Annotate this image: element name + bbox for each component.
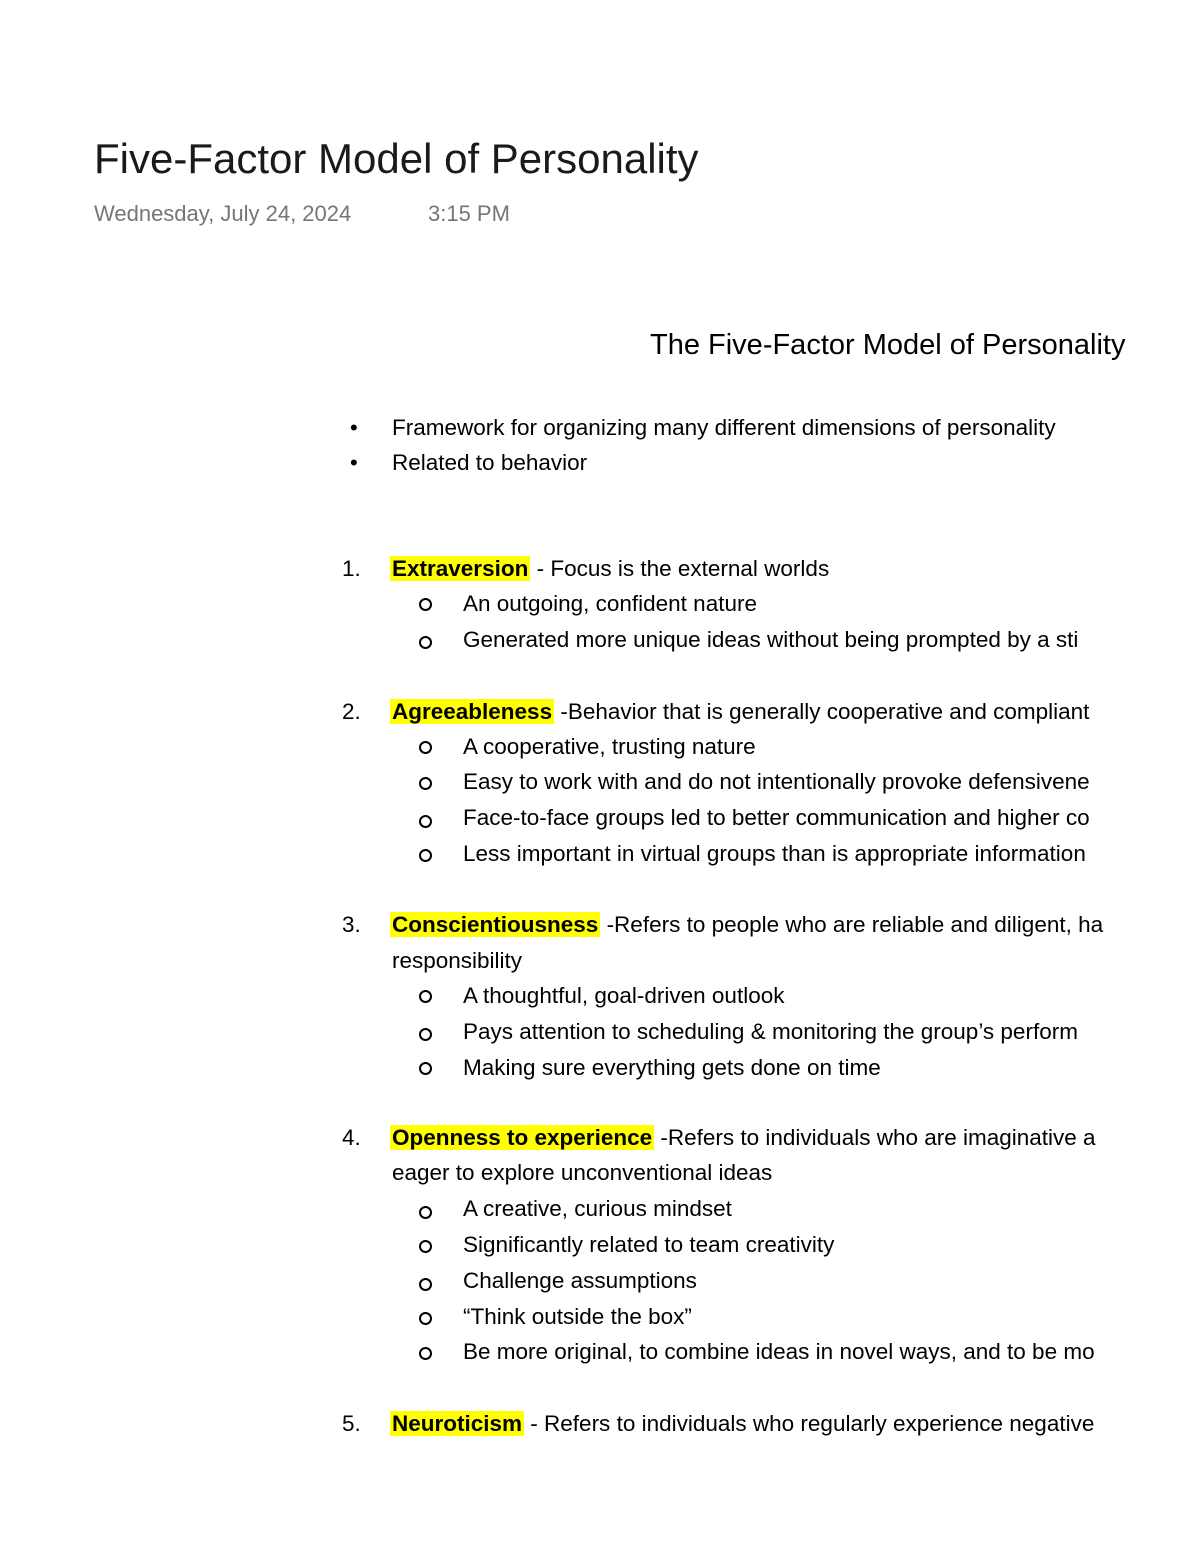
sub-item: An outgoing, confident nature: [463, 591, 757, 616]
circle-bullet-icon: [419, 777, 432, 790]
bullet-text: Related to behavior: [392, 450, 588, 475]
list-number: 1.: [342, 556, 361, 581]
factor-term: Extraversion: [392, 556, 529, 581]
page-title: Five-Factor Model of Personality: [94, 135, 699, 182]
circle-bullet-icon: [419, 1240, 432, 1253]
sub-item: Face-to-face groups led to better communication and higher co: [463, 805, 1090, 830]
circle-bullet-icon: [419, 1278, 432, 1291]
factor-term: Conscientiousness: [392, 912, 599, 937]
bullet-dot-icon: •: [350, 450, 358, 475]
factor-term: Openness to experience: [392, 1125, 653, 1150]
list-number: 5.: [342, 1411, 361, 1436]
sub-item: Pays attention to scheduling & monitoring the group’s perform: [463, 1019, 1078, 1044]
factor-definition: -Refers to people who are reliable and diligent, ha: [600, 912, 1104, 937]
factor-definition: - Focus is the external worlds: [530, 556, 830, 581]
circle-bullet-icon: [419, 1028, 432, 1041]
factor-line: [390, 1123, 1096, 1153]
circle-bullet-icon: [419, 1347, 432, 1360]
sub-item: Significantly related to team creativity: [463, 1232, 835, 1257]
sub-item: “Think outside the box”: [463, 1304, 692, 1329]
note-date: Wednesday, July 24, 2024: [94, 201, 352, 226]
sub-item: A creative, curious mindset: [463, 1196, 732, 1221]
circle-bullet-icon: [419, 741, 432, 754]
bullet-text: Framework for organizing many different dimensions of personality: [392, 415, 1056, 440]
document-heading: The Five-Factor Model of Personality: [650, 329, 1126, 361]
circle-bullet-icon: [419, 815, 432, 828]
sub-item: Challenge assumptions: [463, 1268, 697, 1293]
sub-item: Less important in virtual groups than is appropriate information: [463, 841, 1086, 866]
list-number: 2.: [342, 699, 361, 724]
factor-definition: - Refers to individuals who regularly experience negative: [524, 1411, 1095, 1436]
sub-item: Easy to work with and do not intentionally provoke defensivene: [463, 769, 1090, 794]
factor-line: [390, 554, 829, 584]
factor-continuation: eager to explore unconventional ideas: [392, 1160, 773, 1185]
factor-line: [390, 910, 1103, 940]
note-time: 3:15 PM: [428, 201, 510, 226]
factor-term: Agreeableness: [392, 699, 553, 724]
factor-continuation: responsibility: [392, 948, 523, 973]
circle-bullet-icon: [419, 598, 432, 611]
sub-item: A cooperative, trusting nature: [463, 734, 756, 759]
sub-item: A thoughtful, goal-driven outlook: [463, 983, 785, 1008]
circle-bullet-icon: [419, 990, 432, 1003]
list-number: 4.: [342, 1125, 361, 1150]
list-number: 3.: [342, 912, 361, 937]
sub-item: Generated more unique ideas without being prompted by a sti: [463, 627, 1079, 652]
factor-definition: -Behavior that is generally cooperative and compliant: [554, 699, 1090, 724]
bullet-dot-icon: •: [350, 415, 358, 440]
circle-bullet-icon: [419, 1312, 432, 1325]
factor-definition: -Refers to individuals who are imaginative a: [654, 1125, 1096, 1150]
sub-item: Making sure everything gets done on time: [463, 1055, 881, 1080]
circle-bullet-icon: [419, 1062, 432, 1075]
sub-item: Be more original, to combine ideas in novel ways, and to be mo: [463, 1339, 1095, 1364]
circle-bullet-icon: [419, 849, 432, 862]
factor-line: [390, 1409, 1094, 1439]
circle-bullet-icon: [419, 636, 432, 649]
circle-bullet-icon: [419, 1206, 432, 1219]
factor-term: Neuroticism: [392, 1411, 523, 1436]
factor-line: [390, 697, 1089, 727]
